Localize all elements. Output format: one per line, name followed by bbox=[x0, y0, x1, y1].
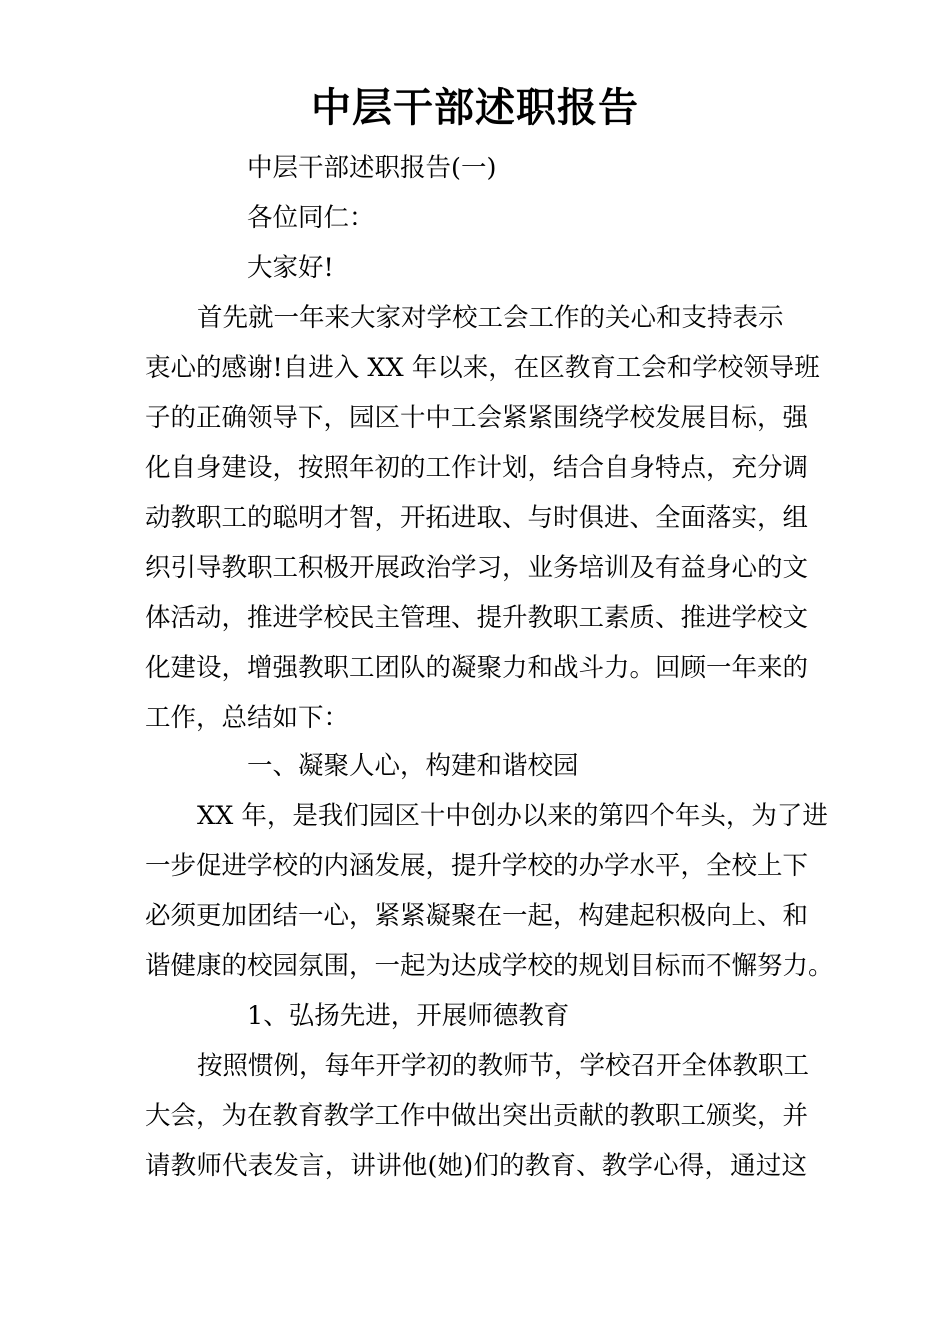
paragraph-line: XX 年，是我们园区十中创办以来的第四个年头，为了进 bbox=[197, 801, 828, 831]
subsection-heading: 1、弘扬先进，开展师德教育 bbox=[247, 1001, 570, 1031]
paragraph-line: 一步促进学校的内涵发展，提升学校的办学水平，全校上下 bbox=[145, 851, 809, 881]
paragraph-line: 谐健康的校园氛围，一起为达成学校的规划目标而不懈努力。 bbox=[145, 951, 834, 981]
document-title: 中层干部述职报告 bbox=[311, 85, 639, 131]
paragraph-line: 请教师代表发言，讲讲他(她)们的教育、教学心得，通过这 bbox=[145, 1151, 807, 1181]
paragraph-line: 体活动，推进学校民主管理、提升教职工素质、推进学校文 bbox=[145, 603, 809, 633]
paragraph-line: 大会，为在教育教学工作中做出突出贡献的教职工颁奖，并 bbox=[145, 1101, 809, 1131]
paragraph-line: 化建设，增强教职工团队的凝聚力和战斗力。回顾一年来的 bbox=[145, 653, 809, 683]
paragraph-line: 动教职工的聪明才智，开拓进取、与时俱进、全面落实，组 bbox=[145, 503, 809, 533]
paragraph-line: 工作，总结如下： bbox=[145, 703, 350, 733]
greeting: 大家好! bbox=[247, 253, 334, 283]
paragraph-line: 首先就一年来大家对学校工会工作的关心和支持表示 bbox=[197, 303, 784, 333]
paragraph-line: 必须更加团结一心，紧紧凝聚在一起，构建起积极向上、和 bbox=[145, 901, 809, 931]
paragraph-line: 织引导教职工积极开展政治学习，业务培训及有益身心的文 bbox=[145, 553, 809, 583]
paragraph-line: 化自身建设，按照年初的工作计划，结合自身特点，充分调 bbox=[145, 453, 809, 483]
paragraph-line: 衷心的感谢!自进入 XX 年以来，在区教育工会和学校领导班 bbox=[145, 353, 820, 383]
section-heading: 一、凝聚人心，构建和谐校园 bbox=[247, 751, 579, 781]
paragraph-line: 子的正确领导下，园区十中工会紧紧围绕学校发展目标，强 bbox=[145, 403, 809, 433]
subtitle: 中层干部述职报告(一) bbox=[247, 153, 497, 183]
salutation: 各位同仁： bbox=[247, 203, 375, 233]
paragraph-line: 按照惯例，每年开学初的教师节，学校召开全体教职工 bbox=[197, 1051, 810, 1081]
